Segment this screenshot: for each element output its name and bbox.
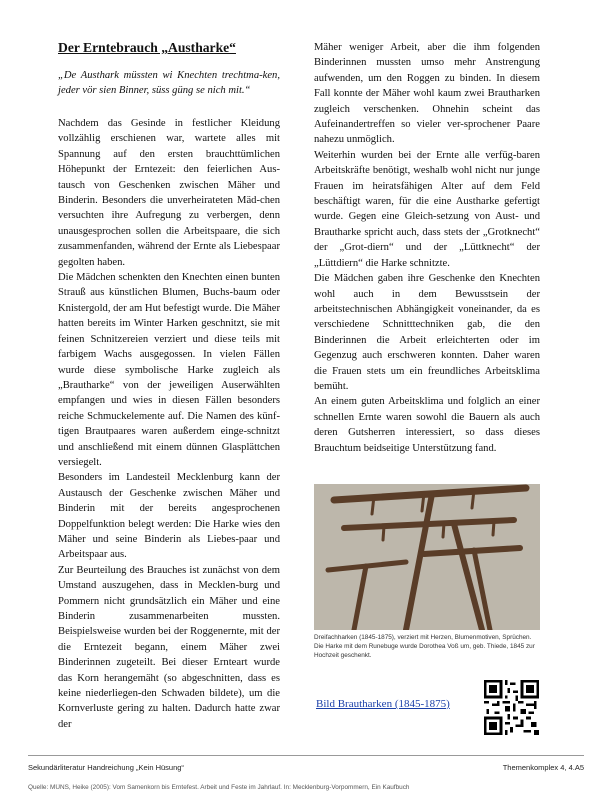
- footer-divider: [28, 755, 584, 756]
- footer-left-text: Sekundärliteratur Handreichung „Kein Hüsung“: [28, 763, 184, 772]
- rakes-photo: [314, 484, 540, 630]
- paragraph: Zur Beurteilung des Brauches ist zunächst von dem Umstand auszugehen, dass in Mecklen-burg und Pommern nicht grundsätzlich ein Mäher und eine Binderin zusammenarbeiten mussten. Beispielsweise wurden bei der Roggenernte, mit der die Erntezeit begann, einem Mäher zwei Binderinnen zugeteilt. Bei dieser Ernteart wurde das Korn herangemäht (so abgeschnitten, dass es keine niederliegen-den Schwaden bildete), um die Kornverluste gering zu halten. Dadurch hatte zwar der: [58, 564, 280, 730]
- left-column: [58, 40, 280, 732]
- footer-right-text: Themenkomplex 4, 4.A5: [502, 763, 584, 772]
- paragraph: Die Mädchen gaben ihre Geschenke den Knechten wohl auch in dem Bewusstsein der arbeitstechnischen Abhängigkeit voneinander, da es verschiedene Schnitttechniken gab, die den Binderinnen die Arbeit erleichterten oder im Gegenzug auch erschweren konnten. Daher waren die Frauen stets um ein freundliches Arbeitsklima bemüht.: [314, 273, 540, 392]
- paragraph: Die Mädchen schenkten den Knechten einen bunten Strauß aus künstlichen Blumen, Buchs-baum oder Knistergold, der am Hut befestigt wurde. Die Mäher hatten bereits im Winter Harken geschnitzt, sie mit feinen Schnitzereien verziert und diese teils mit farbigem Wachs ausgegossen. In vielen Fällen wurde diese symbolische Harke zugleich als „Brautharke“ von der jeweiligen Auserwählten empfangen und wies in diesen Fällen besonders reiche Schmuckelemente auf. Die Namen des künf-tigen Brautpaares waren außerdem einge-schnitzt und anschließend mit einem dünnen Glasplättchen versiegelt.: [58, 272, 280, 468]
- paragraph: Mäher weniger Arbeit, aber die ihm folgenden Binderinnen mussten umso mehr Anstrengung aufwenden, um den Roggen zu binden. In diesem Fall konnte der Mäher wohl kaum zwei Brautharken zugleich verschenken. Ohnehin scheint das Aufeinandertreffen so vieler ver-sprochener Paare nahezu unmöglich.: [314, 42, 540, 146]
- brautharken-image-link[interactable]: Bild Brautharken (1845-1875): [316, 698, 450, 710]
- rakes-illustration: [314, 484, 540, 630]
- paragraph: Besonders im Landesteil Mecklenburg kann der Austausch der Geschenke zwischen Mäher und Binderin mit der bereits angesprochenen Doppelfunktion belegt werden: Die Harke wies den Mäher und seine Binderin als Liebes-paar und Arbeitspaar aus.: [58, 472, 280, 561]
- figure-caption: Dreifachharken (1845-1875), verziert mit Herzen, Blumenmotiven, Sprüchen. Die Harke mit dem Runebuge wurde Dorothea Voß um, geb. Thiede, 1845 zur Hochzeit geschenkt.: [314, 634, 535, 659]
- paragraph: Weiterhin wurden bei der Ernte alle verfüg-baren Arbeitskräfte benötigt, weshalb wohl nicht nur junge Frauen im heiratsfähigen Alter auf dem Feld beschäftigt waren, für die eine Austharke gefertigt wurde. Gegen eine Gleich-setzung von Aust- und Brautharke spricht auch, dass stets der „Grotknecht“ der „Grot-diern“ und der „Lüttknecht“ der „Lüttdiern“ die Harke schnitzte.: [314, 149, 540, 269]
- paragraph: Nachdem das Gesinde in festlicher Kleidung vollzählig erschienen war, wartete alles mit Spannung auf den ersten brauchttümlichen Höhepunkt der Erntezeit: den feierlichen Aus-tausch von Geschenken zwischen Mäher und Binderin. Besonders die unverheirateten Mäd-chen versuchten ihre Aufregung zu verbergen, denn unausgesprochen sollen die Arbeitspaare, die sich zusammenfanden, während der Ernte als Liebespaar gegolten haben.: [58, 118, 280, 268]
- right-column: [314, 40, 540, 456]
- source-citation: Quelle: MÜNS, Heike (2005): Vom Samenkorn bis Erntefest. Arbeit und Feste im Jahrlauf. In: Mecklenburg-Vorpommern, Ein Kaufbuch: [28, 784, 410, 791]
- qr-code-icon[interactable]: [484, 680, 539, 735]
- dialect-quote: „De Austhark müssten wi Knechten trechtma-ken, jeder vör sien Binner, süss güng se nich mit.“: [58, 70, 280, 96]
- article-title: Der Erntebrauch „Austharke“: [58, 40, 236, 55]
- paragraph: An einem guten Arbeitsklima und folglich an einer schnellen Ernte waren sowohl die Bauern als auch deren Gutsherren interessiert, so dass dieses Brauchtum beidseitige Unterstützung fand.: [314, 396, 540, 454]
